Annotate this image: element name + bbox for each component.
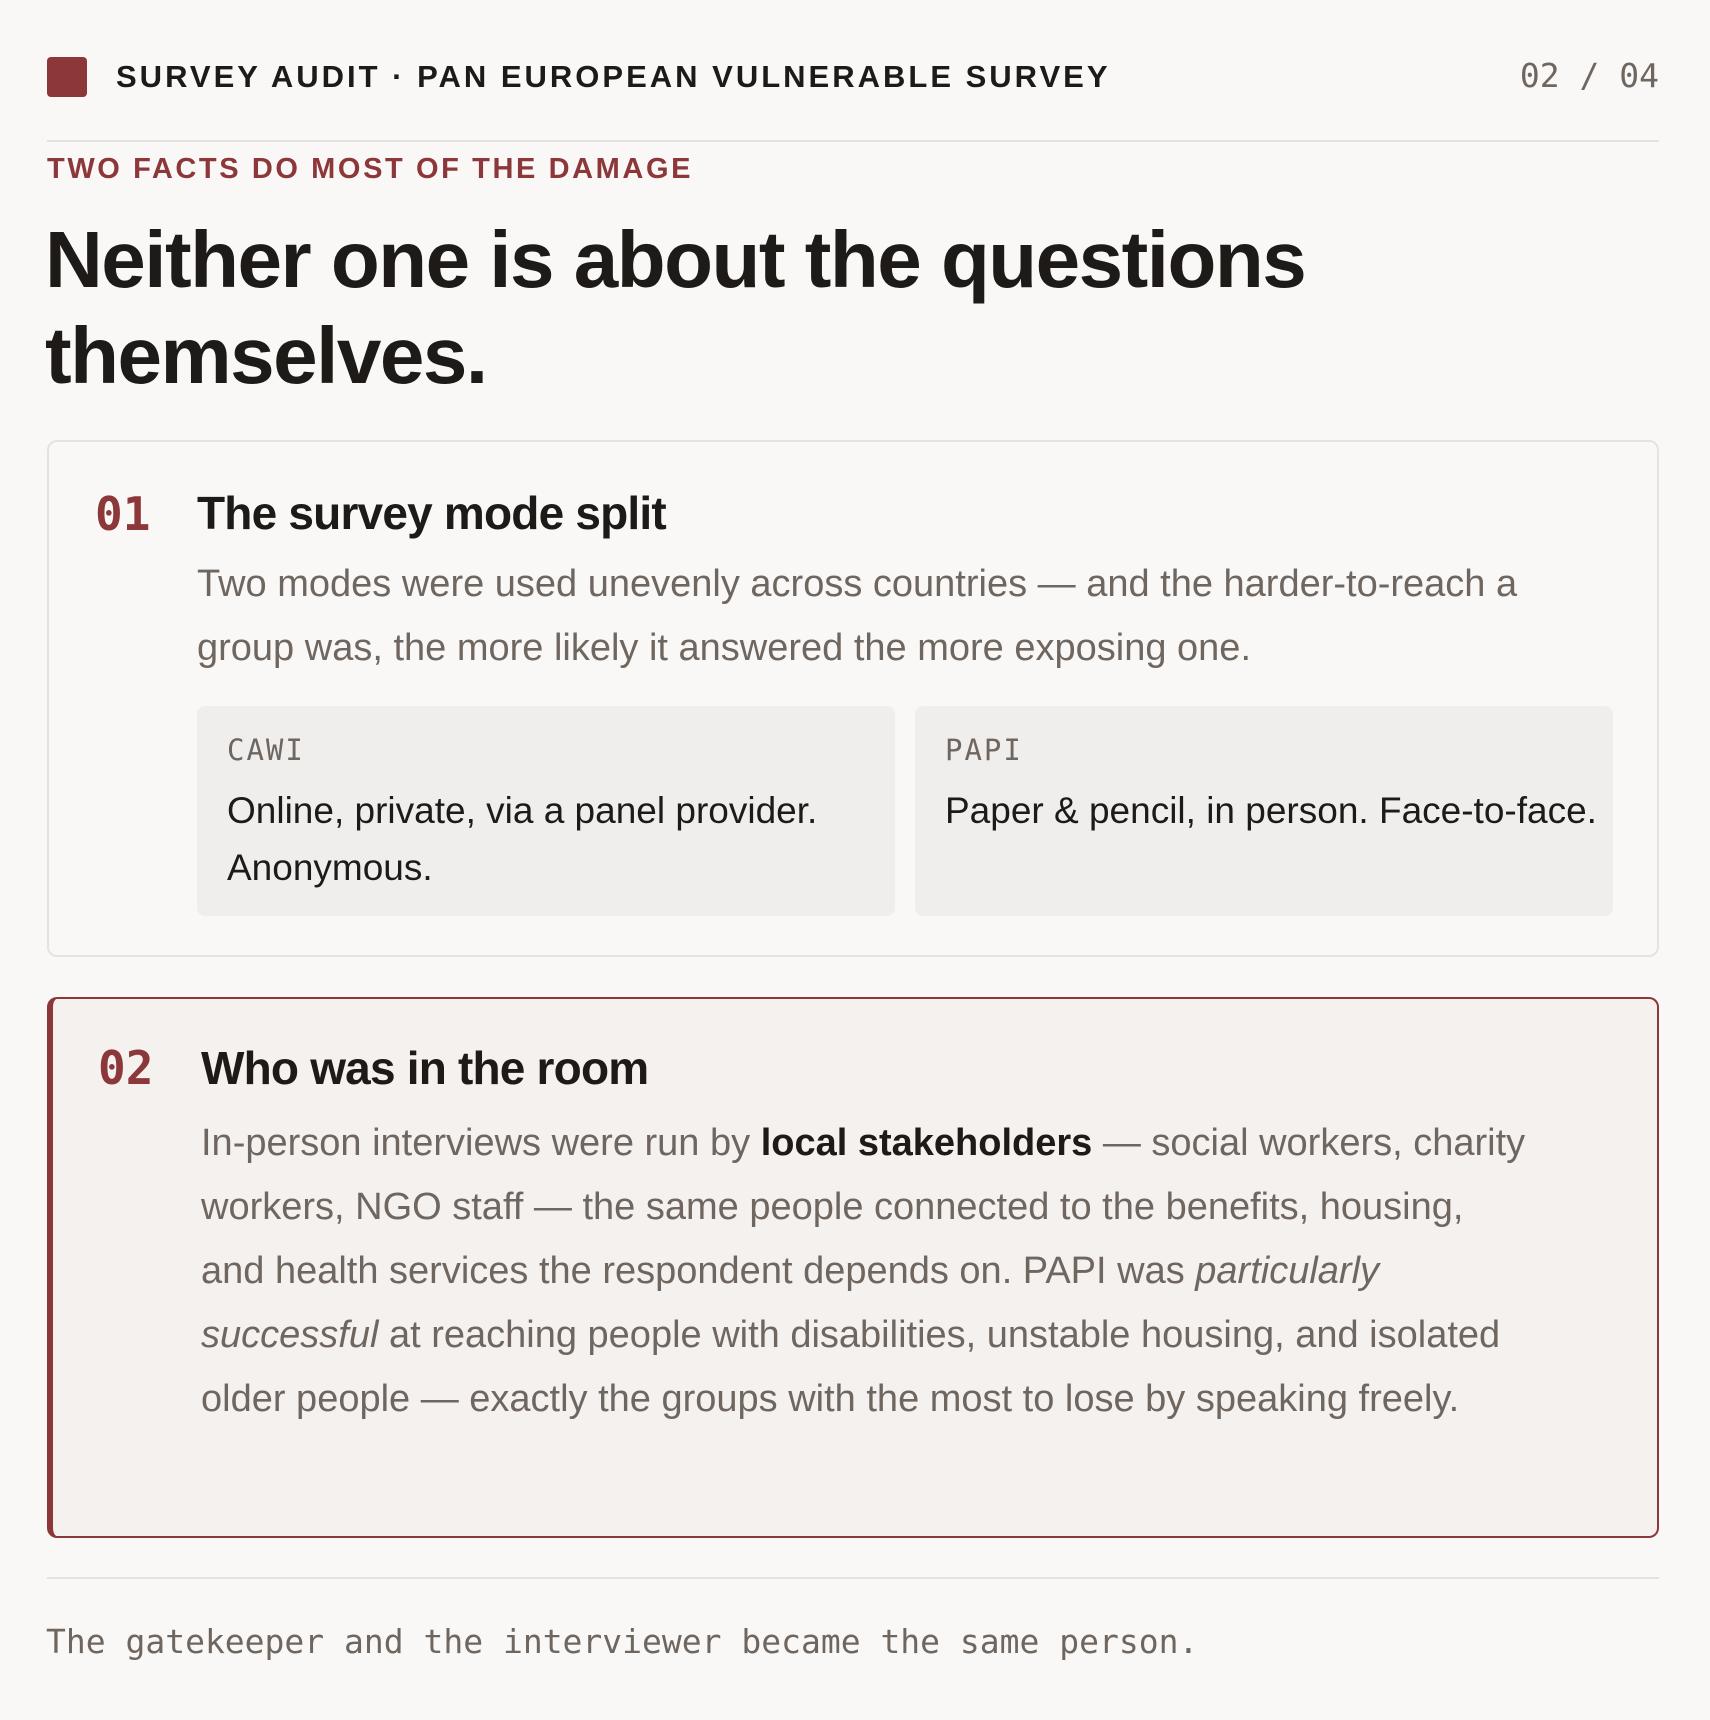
fact-body [201, 1111, 1531, 1431]
mode-description: Paper & pencil, in person. Face-to-face. [945, 790, 1597, 831]
header [47, 54, 1659, 94]
mode-card-papi [915, 706, 1613, 916]
logo-square [47, 57, 87, 97]
mode-card-cawi [197, 706, 895, 916]
fact-body: Two modes were used unevenly across countries — and the harder-to-reach a group was, the more likely it answered the more exposing one. [197, 563, 1518, 669]
page-title: Neither one is about the questions themselves. [45, 215, 1306, 400]
fact-title: Who was in the room [201, 1042, 649, 1094]
fact-body-text: at reaching people with disabilities, unstable housing, and isolated older people — exactly the groups with the most to lose by speaking freely. [201, 1314, 1501, 1420]
fact-number: 01 [95, 487, 151, 541]
eyebrow: TWO FACTS DO MOST OF THE DAMAGE [47, 153, 694, 185]
fact-card-1 [47, 440, 1659, 957]
fact-title: The survey mode split [197, 487, 666, 539]
fact-body-text: In-person interviews were run by [201, 1122, 761, 1164]
mode-label: CAWI [227, 733, 305, 767]
footer-divider [47, 1577, 1659, 1579]
emphasis-local-stakeholders: local stakeholders [760, 1122, 1093, 1164]
fact-number: 02 [98, 1041, 154, 1095]
mode-description: Online, private, via a panel provider. Anonymous. [227, 790, 818, 888]
footer-note: The gatekeeper and the interviewer became the same person. [46, 1622, 1199, 1661]
header-divider [47, 140, 1659, 142]
emphasis-particularly-successful: particularly successful [201, 1250, 1380, 1356]
header-title: SURVEY AUDIT · PAN EUROPEAN VULNERABLE SURVEY [116, 59, 1111, 94]
page-counter: 02 / 04 [1519, 56, 1659, 95]
mode-label: PAPI [945, 733, 1023, 767]
fact-body-text: — social workers, charity workers, NGO staff — the same people connected to the benefits, housing, and health services the respondent depends on. PAPI was [201, 1122, 1526, 1292]
fact-card-2 [47, 997, 1659, 1538]
